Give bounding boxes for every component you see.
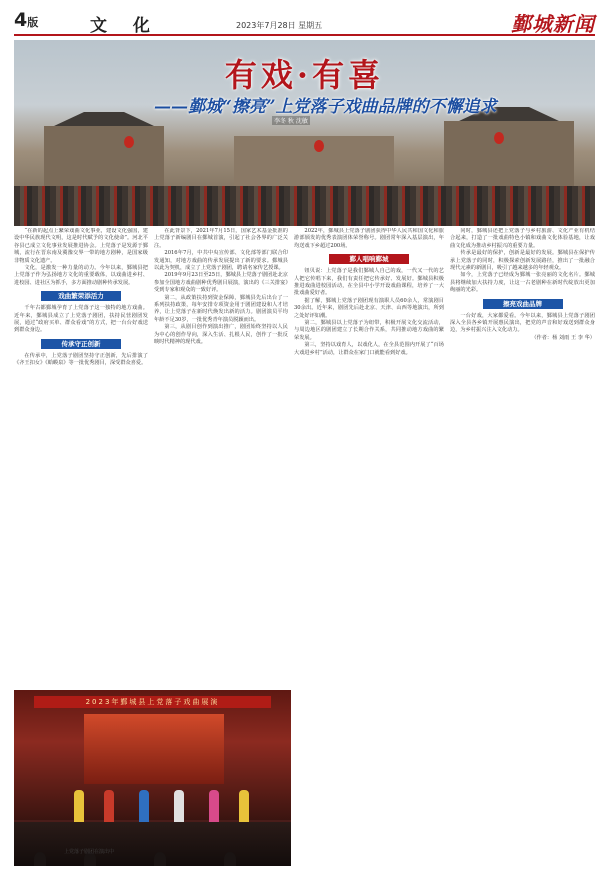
photo-caption: 上党落子剧团在演出中 bbox=[64, 849, 115, 855]
performer-figure bbox=[209, 790, 219, 824]
paragraph: 2022年，鄞城县上党落子剧团获得中华人民共和国文化和旅游部颁发的优秀表演团体荣誉称号。剧团常年深入基层演出，年均送戏下乡超过200场。 bbox=[294, 228, 444, 249]
paragraph: 在传承中，上党落子剧团坚持守正创新，先后排演了《齐王扣女》《蛤蟆泉》等一批优秀剧目，深受群众喜爱。 bbox=[14, 352, 148, 367]
issue-date: 2023年7月28日 星期五 bbox=[236, 21, 323, 30]
article-column-3 bbox=[294, 228, 444, 862]
page-number bbox=[14, 9, 38, 31]
stage-banner: 2023年鄞城县上党落子戏曲展演 bbox=[34, 696, 271, 708]
subheadline: ——鄞城“擦亮”上党落子戏曲品牌的不懈追求 bbox=[154, 97, 497, 117]
hero-photo bbox=[14, 40, 595, 226]
paragraph: 千年古都鄞城孕育了上党落子这一独特的地方戏曲。近年来，鄞城县成立了上党落子剧团，扶持民营剧团发展，通过“政府买单、群众看戏”的方式，把一台台好戏送到群众身边。 bbox=[14, 305, 148, 334]
lantern-icon bbox=[314, 140, 324, 152]
audience-area bbox=[14, 822, 291, 866]
performer-figure bbox=[174, 790, 184, 824]
masthead bbox=[14, 6, 595, 36]
section-subheading: 戏曲繁荣添活力 bbox=[41, 291, 121, 301]
section-subheading: 传承守正创新 bbox=[41, 339, 121, 349]
paragraph: “在新的起点上繁荣戏曲文化事业，建设文化强国，建设中华民族现代文明，这是时代赋予的文化使命”。河北平谷县已成立文化事业发展推进协会。上党落子是发源于鄞城，流行在晋东南及冀豫交界一带的地方剧种，是国家级非物质文化遗产。 bbox=[14, 228, 148, 264]
paragraph: 同时，鄞城县还把上党落子与乡村旅游、文化产业有机结合起来，打造了一批戏曲特色小镇和戏曲文化体验基地，让戏曲文化成为推动乡村振兴的重要力量。 bbox=[450, 228, 595, 249]
paragraph: 如今，上党落子已经成为鄞城一张亮丽的文化名片。鄞城县将继续加大扶持力度，让这一古老剧种在新时代绽放出更加绚丽的光彩。 bbox=[450, 272, 595, 294]
photo-credit: 李冬 秋 沈敏 bbox=[274, 118, 308, 125]
paragraph: 第二，从政策扶持到资金保障，鄞城县先后出台了一系列扶持政策，每年安排专项资金用于剧团建设和人才培养，让上党落子在新时代焕发出新的活力。剧团演员平均年龄不足30岁，一批优秀青年演员脱颖而出。 bbox=[154, 294, 288, 323]
performer-figure bbox=[139, 790, 149, 824]
audience-head bbox=[34, 852, 46, 866]
paragraph: 一台好戏，大家都爱看。今年以来，鄞城县上党落子剧团深入全县各乡镇开展惠民演出，把党的声音和好戏送到群众身边，为乡村振兴注入文化动力。 bbox=[450, 312, 595, 334]
article-column-4 bbox=[450, 228, 595, 862]
page-number-value: 4 bbox=[14, 9, 28, 31]
paragraph: 据了解，鄞城上党落子剧团现有演职人员60余人，常演剧目30余出。近年来，剧团先后赴北京、天津、山西等地演出，所到之处好评如潮。 bbox=[294, 297, 444, 319]
performer-figure bbox=[74, 790, 84, 824]
building-graphic bbox=[444, 121, 574, 196]
paragraph: 2016年7月，中共中央宣传部、文化部等部门联合印发通知，对地方戏曲的传承发展提出了新的要求。鄞城县以此为契机，成立了上党落子剧团，聘请名家传艺授课。 bbox=[154, 250, 288, 272]
paragraph: 第二，鄞城县以上党落子为纽带，积极开展文化交流活动，与周边地区的剧团建立了长期合作关系，共同推动地方戏曲的繁荣发展。 bbox=[294, 320, 444, 341]
paragraph: 第三，坚持以戏育人，以戏化人，在全县范围内开展了“百场大戏进乡村”活动，让群众在家门口就能看到好戏。 bbox=[294, 342, 444, 356]
author-byline: （作者：杨 刘雨 王 李 华） bbox=[531, 334, 595, 341]
headline: 有戏·有喜 bbox=[224, 56, 385, 94]
page-number-label: 版 bbox=[27, 16, 39, 29]
section-title: 文 化 bbox=[90, 16, 160, 36]
stage-photo bbox=[14, 690, 291, 866]
crowd-graphic bbox=[14, 186, 595, 226]
section-subheading: 鄞人唱响鄞城 bbox=[329, 254, 409, 264]
paragraph: 2019年9月23日至25日，鄞城县上党落子剧团赴北京参加全国地方戏曲剧种优秀剧目展演，演出的《三关排宴》受到专家和观众的一致好评。 bbox=[154, 272, 288, 294]
roof-graphic bbox=[54, 112, 154, 126]
paragraph: 钮贝说：上党落子是我们鄞城人自己的戏，一代又一代的艺人把它传唱下来，我们有责任把它传承好、发展好。鄞城县积极推进戏曲进校园活动，在全县中小学开设戏曲课程，培养了一大批戏曲爱好者。 bbox=[294, 268, 444, 297]
paragraph: 第三，从剧目创作到演出推广，剧团始终坚持以人民为中心的创作导向，深入生活、扎根人民，创作了一批反映时代精神的现代戏。 bbox=[154, 324, 288, 346]
performer-figure bbox=[239, 790, 249, 824]
paragraph: 文化，是激发一种力量的动力。今年以来，鄞城县把上党落子作为弘扬地方文化的重要载体，以戏曲进乡村、进校园、进社区为抓手，多方面推动剧种传承发展。 bbox=[14, 265, 148, 286]
paragraph: 传承是最好的保护，创新是最好的发展。鄞城县在保护传承上党落子的同时，积极探索创新发展路径，推出了一批融合现代元素的新剧目，吸引了越来越多的年轻观众。 bbox=[450, 250, 595, 272]
audience-head bbox=[224, 852, 236, 866]
audience-head bbox=[154, 852, 166, 866]
lantern-icon bbox=[124, 136, 134, 148]
performer-figure bbox=[104, 790, 114, 824]
paragraph: 在此背景下，2021年7月15日，国家艺术基金批准的上党落子新编剧目在鄞城首演，引起了社会各界的广泛关注。 bbox=[154, 228, 288, 249]
section-subheading: 擦亮戏曲品牌 bbox=[483, 299, 563, 309]
newspaper-logo: 鄞城新闻 bbox=[511, 12, 595, 36]
lantern-icon bbox=[494, 132, 504, 144]
stage-screen bbox=[84, 714, 224, 784]
